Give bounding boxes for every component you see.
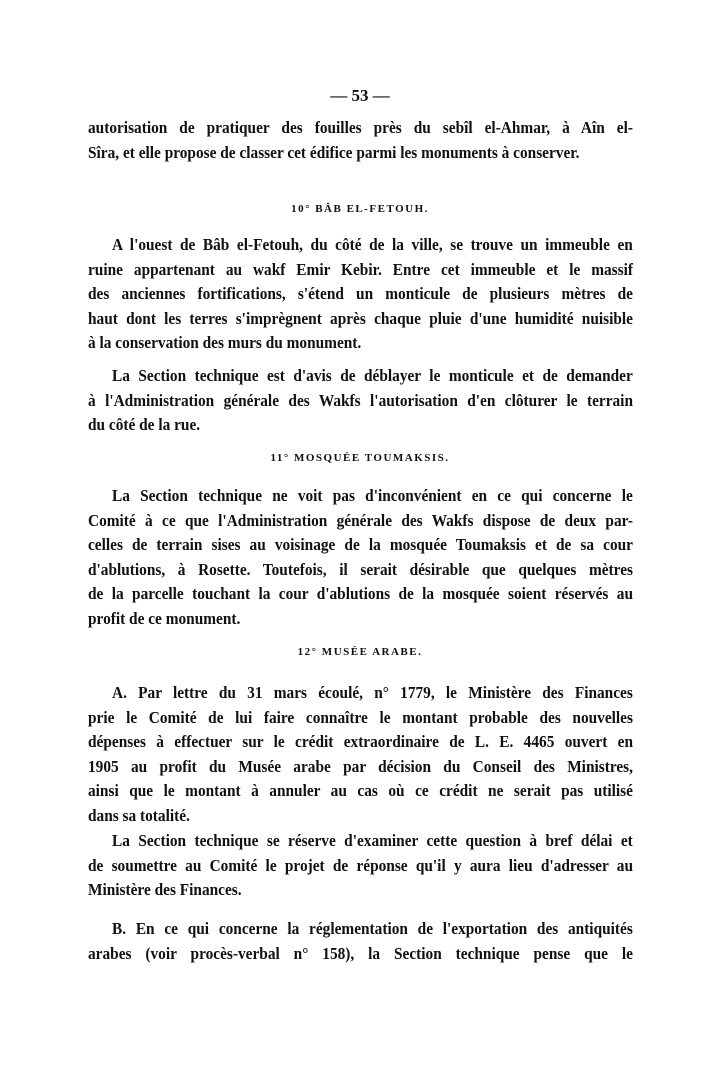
page-number: — 53 — [330, 86, 390, 105]
text-line: à la conservation des murs du monument. [88, 333, 362, 353]
text-line: celles de terrain sises au voisinage de la mosquée Toumaksis et de sa cour [88, 535, 633, 555]
text-line: dépenses à effectuer sur le crédit extraordinaire de L. E. 4465 ouvert en [88, 732, 633, 752]
section-heading: 11° MOSQUÉE TOUMAKSIS. [270, 452, 450, 464]
text-line: Sîra, et elle propose de classer cet édifice parmi les monuments à conserver. [88, 143, 580, 162]
text-line: A l'ouest de Bâb el-Fetouh, du côté de la ville, se trouve un immeuble en [112, 235, 633, 254]
text-line: d'ablutions, à Rosette. Toutefois, il serait désirable que quelques mètres [88, 559, 633, 579]
text-line: B. En ce qui concerne la réglementation de l'exportation des antiquités [112, 919, 633, 938]
text-line: A. Par lettre du 31 mars écoulé, n° 1779, le Ministère des Finances [112, 683, 633, 702]
text-line: à l'Administration générale des Wakfs l'autorisation d'en clôturer le terrain [88, 390, 633, 410]
section-heading: 10° BÂB EL-FETOUH. [291, 203, 429, 215]
text-line: La Section technique est d'avis de déblayer le monticule et de demander [112, 366, 633, 385]
text-line: prie le Comité de lui faire connaître le montant probable des nouvelles [88, 707, 633, 727]
text-line: haut dont les terres s'imprègnent après chaque pluie d'une humidité nuisible [88, 308, 633, 328]
text-line: Ministère des Finances. [88, 880, 242, 900]
text-line: dans sa totalité. [88, 806, 190, 825]
text-line: autorisation de pratiquer des fouilles près du sebîl el-Ahmar, à Aîn el- [88, 118, 633, 137]
text-line: Comité à ce que l'Administration générale des Wakfs dispose de deux par- [88, 510, 633, 530]
text-line: La Section technique ne voit pas d'inconvénient en ce qui concerne le [112, 486, 633, 505]
text-line: ainsi que le montant à annuler au cas où ce crédit ne serait pas utilisé [88, 781, 633, 801]
text-line: de soumettre au Comité le projet de réponse qu'il y aura lieu d'adresser au [88, 855, 633, 875]
text-line: La Section technique se réserve d'examiner cette question à bref délai et [112, 831, 633, 850]
text-line: de la parcelle touchant la cour d'ablutions de la mosquée soient réservés au [88, 584, 633, 604]
section-heading: 12° MUSÉE ARABE. [297, 646, 423, 658]
text-line: du côté de la rue. [88, 415, 201, 435]
text-line: ruine appartenant au wakf Emir Kebir. Entre cet immeuble et le massif [88, 259, 633, 279]
text-line: arabes (voir procès-verbal n° 158), la Section technique pense que le [88, 943, 633, 963]
text-line: 1905 au profit du Musée arabe par décision du Conseil des Ministres, [88, 756, 633, 776]
text-line: des anciennes fortifications, s'étend un monticule de plusieurs mètres de [88, 284, 633, 304]
text-line: profit de ce monument. [88, 609, 241, 628]
